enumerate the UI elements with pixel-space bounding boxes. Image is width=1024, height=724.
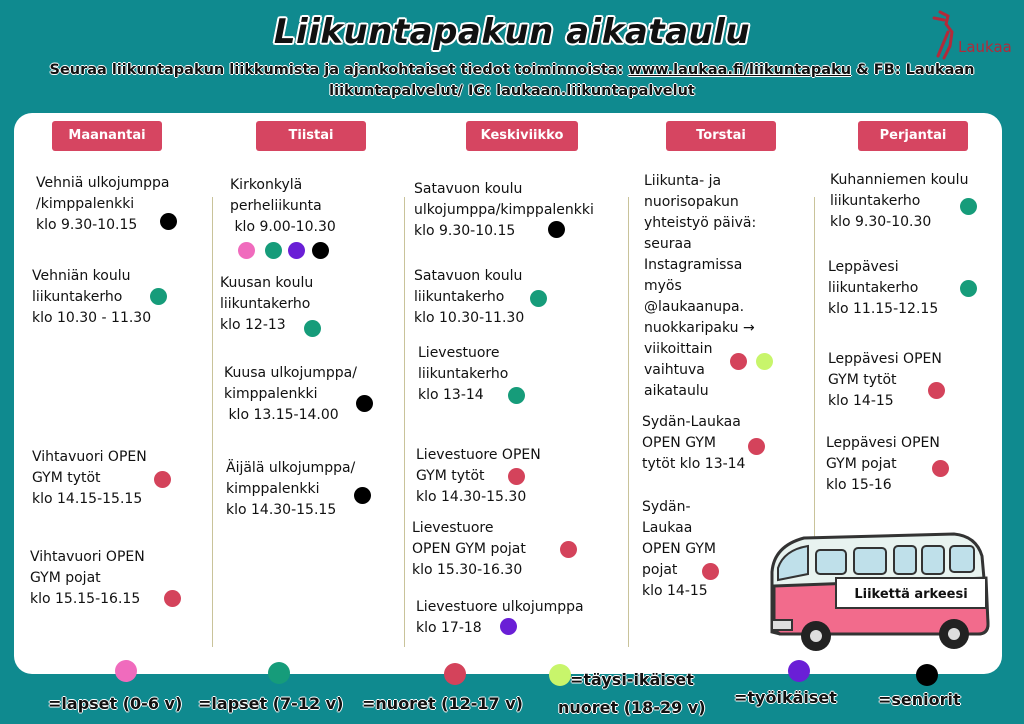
event-wed-6: Lievestuore ulkojumppa klo 17-18 [416, 599, 584, 636]
logo-text: Laukaa [958, 38, 1012, 56]
event-wed-3: Lievestuore liikuntakerho klo 13-14 [418, 345, 509, 403]
age-dot [702, 563, 719, 580]
age-dot [508, 387, 525, 404]
event-fri-4: Leppävesi OPEN GYM pojat klo 15-16 [826, 435, 940, 493]
age-dot [150, 288, 167, 305]
bus-label: Liikettä arkeesi [854, 587, 968, 602]
column-divider [404, 197, 405, 647]
legend-dot-pink [115, 660, 137, 682]
legend-label-12-17: =nuoret (12-17 v) [362, 694, 523, 713]
website-link[interactable]: www.laukaa.fi/liikuntapaku [628, 62, 852, 78]
legend-label-0-6: =lapset (0-6 v) [48, 694, 183, 713]
column-divider [628, 197, 629, 647]
age-dot [508, 468, 525, 485]
legend-label-7-12: =lapset (7-12 v) [198, 694, 344, 713]
subtitle [0, 60, 1024, 102]
age-dot [560, 541, 577, 558]
legend-dot-black [916, 664, 938, 686]
subtitle-text: Seuraa liikuntapakun liikkumista ja ajankohtaiset tiedot toiminnoista: [49, 62, 629, 78]
legend-dot-purple [788, 660, 810, 682]
event-tue-4: Äijälä ulkojumppa/ kimppalenkki klo 14.30-15.15 [226, 460, 356, 518]
column-divider [212, 197, 213, 647]
age-dot [530, 290, 547, 307]
event-wed-4: Lievestuore OPEN GYM tytöt klo 14.30-15.30 [416, 447, 541, 505]
age-dot [960, 198, 977, 215]
tab-friday: Perjantai [858, 121, 968, 151]
age-dot [354, 487, 371, 504]
event-thu-2: Sydän-Laukaa OPEN GYM tytöt klo 13-14 [642, 414, 746, 472]
event-thu-3: Sydän- Laukaa OPEN GYM pojat klo 14-15 [642, 499, 717, 599]
age-dot [548, 221, 565, 238]
legend-label-18-29: =täysi-ikäiset [570, 670, 694, 689]
age-dot [960, 280, 977, 297]
event-tue-3: Kuusa ulkojumppa/ kimppalenkki klo 13.15-14.00 [224, 365, 357, 423]
age-dot [164, 590, 181, 607]
event-mon-4: Vihtavuori OPEN GYM pojat klo 15.15-16.15 [30, 549, 145, 607]
tab-monday: Maanantai [52, 121, 162, 151]
legend-label-seniors: =seniorit [878, 690, 961, 709]
age-dot [304, 320, 321, 337]
event-mon-2: Vehniän koulu liikuntakerho klo 10.30 - 11.30 [32, 268, 152, 326]
legend-label-working: =työikäiset [734, 688, 837, 707]
age-dot [312, 242, 329, 259]
age-dot [265, 242, 282, 259]
legend-label-18-29-line2: nuoret (18-29 v) [558, 698, 706, 717]
legend-dot-green [268, 662, 290, 684]
age-dot [154, 471, 171, 488]
age-dot [160, 213, 177, 230]
subtitle-social: liikuntapalvelut/ IG: laukaan.liikuntapalvelut [329, 83, 695, 99]
tab-wednesday: Keskiviikko [466, 121, 578, 151]
age-dot [928, 382, 945, 399]
legend-dot-lime [549, 664, 571, 686]
age-dot [730, 353, 747, 370]
event-mon-3: Vihtavuori OPEN GYM tytöt klo 14.15-15.15 [32, 449, 147, 507]
tab-tuesday: Tiistai [256, 121, 366, 151]
age-dot [500, 618, 517, 635]
age-dot [356, 395, 373, 412]
event-fri-3: Leppävesi OPEN GYM tytöt klo 14-15 [828, 351, 942, 409]
page-title: Liikuntapakun aikataulu [273, 12, 751, 52]
age-dot [756, 353, 773, 370]
tab-thursday: Torstai [666, 121, 776, 151]
event-mon-1: Vehniä ulkojumppa /kimppalenkki klo 9.30-10.15 [36, 175, 170, 233]
age-dot [932, 460, 949, 477]
event-tue-1: Kirkonkylä perheliikunta klo 9.00-10.30 [230, 177, 336, 235]
subtitle-fb: & FB: Laukaan [851, 62, 975, 78]
legend-dot-red [444, 663, 466, 685]
event-wed-1: Satavuon koulu ulkojumppa/kimppalenkki klo 9.30-10.15 [414, 181, 594, 239]
event-tue-2: Kuusan koulu liikuntakerho klo 12-13 [220, 275, 314, 333]
event-fri-1: Kuhanniemen koulu liikuntakerho klo 9.30-10.30 [830, 172, 969, 230]
event-wed-2: Satavuon koulu liikuntakerho klo 10.30-11.30 [414, 268, 525, 326]
event-thu-1: Liikunta- ja nuorisopakun yhteistyö päivä: seuraa Instagramissa myös @laukaanupa. nuokkaripaku → viikoittain vaihtuva aikataulu [644, 173, 757, 399]
event-fri-2: Leppävesi liikuntakerho klo 11.15-12.15 [828, 259, 939, 317]
age-dot [288, 242, 305, 259]
age-dot [748, 438, 765, 455]
age-dot [238, 242, 255, 259]
event-wed-5: Lievestuore OPEN GYM pojat klo 15.30-16.30 [412, 520, 526, 578]
